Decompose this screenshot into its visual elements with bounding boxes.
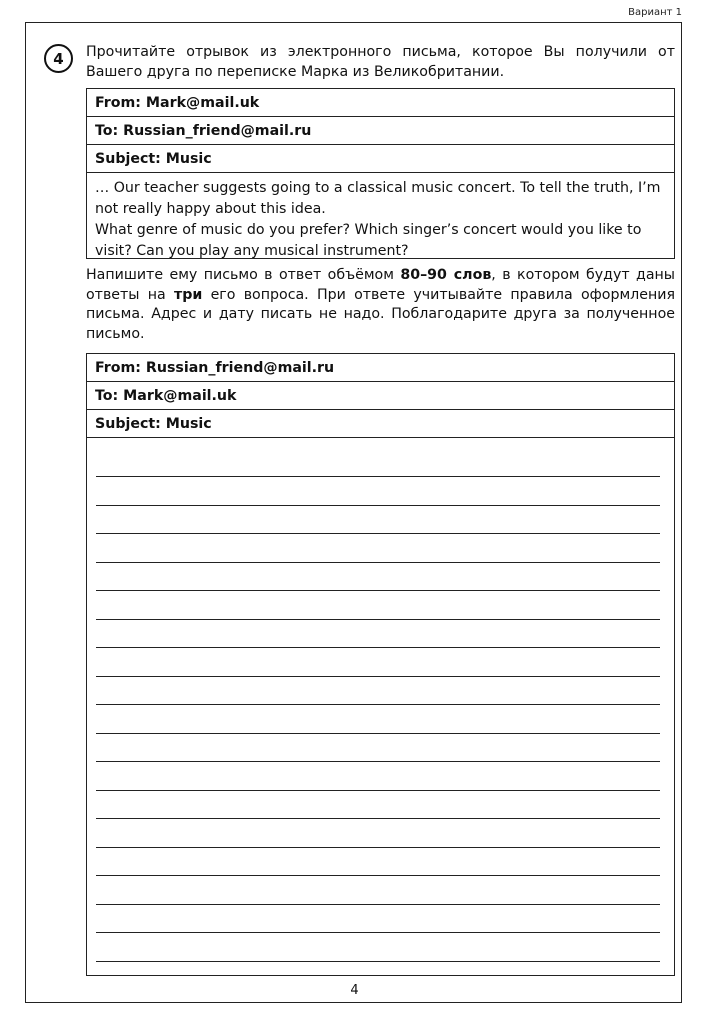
task-intro: Прочитайте отрывок из электронного письма, которое Вы получили от Вашего друга по переписке Марка из Великобритании.	[86, 44, 675, 80]
reply-subject: Subject: Music	[87, 410, 674, 438]
answer-line	[96, 961, 660, 962]
answer-line	[96, 932, 660, 933]
answer-line	[96, 619, 660, 620]
answer-line	[96, 647, 660, 648]
answer-line	[96, 875, 660, 876]
answer-line	[96, 790, 660, 791]
instruction-part-1: Напишите ему письмо в ответ объёмом	[86, 267, 401, 283]
incoming-body-paragraph-2: What genre of music do you prefer? Which singer’s concert would you like to visit? Can you play any musical instrument?	[95, 222, 642, 259]
answer-line	[96, 704, 660, 705]
answer-line	[96, 818, 660, 819]
answer-line	[96, 904, 660, 905]
answer-line	[96, 533, 660, 534]
answer-line	[96, 476, 660, 477]
page-number: 4	[350, 983, 359, 998]
instruction-question-count: три	[173, 286, 203, 303]
reply-to: To: Mark@mail.uk	[87, 382, 674, 410]
incoming-body	[87, 173, 674, 262]
incoming-from: From: Mark@mail.uk	[87, 89, 674, 117]
task-number-badge: 4	[44, 44, 73, 73]
instruction-word-count: 80–90 слов	[400, 267, 492, 283]
task-instruction	[86, 266, 675, 344]
answer-line	[96, 761, 660, 762]
variant-label: Вариант 1	[628, 7, 682, 18]
answer-writing-area[interactable]	[87, 438, 674, 976]
incoming-subject: Subject: Music	[87, 145, 674, 173]
reply-from: From: Russian_friend@mail.ru	[87, 354, 674, 382]
instruction-part-3: его вопроса. При ответе учитывайте правила оформления письма. Адрес и дату писать не надо. Поблагодарите друга за полученное письмо.	[86, 286, 675, 342]
answer-line	[96, 847, 660, 848]
answer-line	[96, 733, 660, 734]
incoming-to: To: Russian_friend@mail.ru	[87, 117, 674, 145]
reply-email	[86, 353, 675, 976]
answer-line	[96, 676, 660, 677]
incoming-email	[86, 88, 675, 259]
answer-line	[96, 562, 660, 563]
incoming-body-paragraph-1: … Our teacher suggests going to a classical music concert. To tell the truth, I’m not really happy about this idea.	[95, 180, 661, 217]
instruction-part-2: , в котором будут даны ответы на	[86, 267, 676, 303]
answer-line	[96, 505, 660, 506]
answer-line	[96, 590, 660, 591]
